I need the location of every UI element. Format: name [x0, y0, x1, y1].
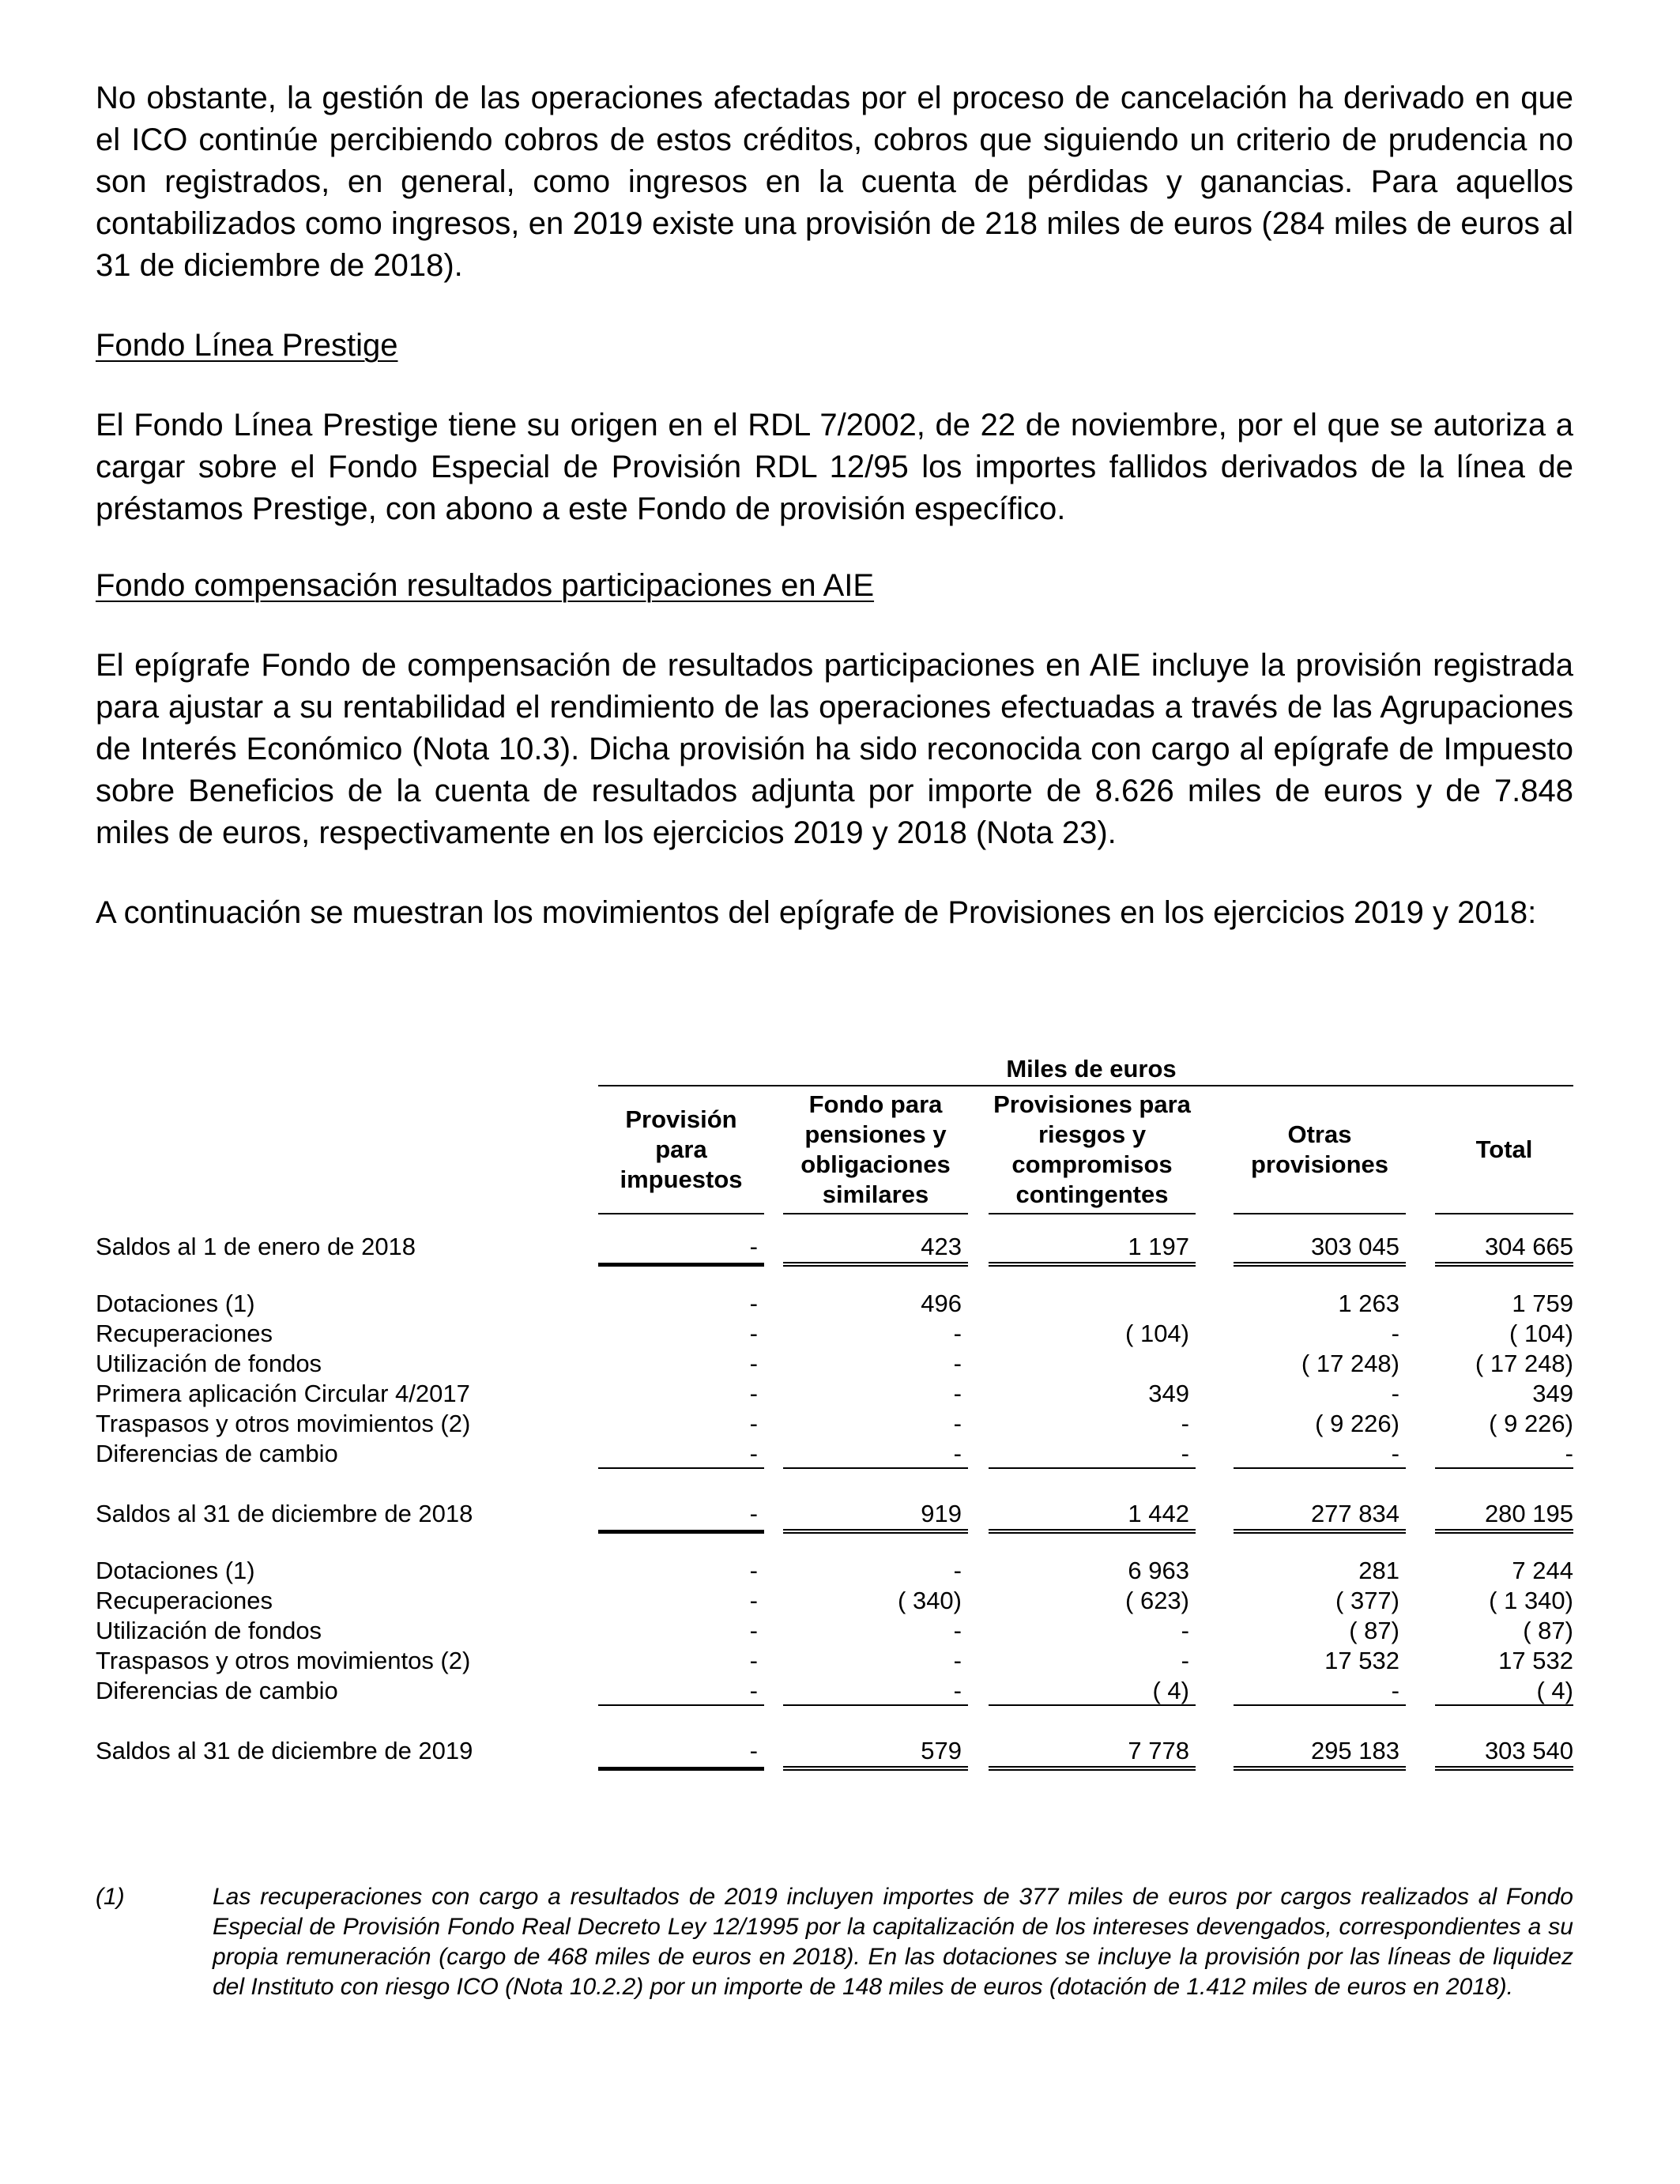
cell-total: 1 759: [1512, 1290, 1573, 1317]
cell-riesgos: ( 623): [1125, 1587, 1189, 1614]
paragraph-cancelacion: No obstante, la gestión de las operaciones afectadas por el proceso de cancelación ha derivado en que el ICO continúe percibiendo cobros de estos créditos, cobros que siguiendo un criterio de prudencia no son registrados, en general, como ingresos en la cuenta de pérdidas y ganancias. Para aquellos contabilizados como ingresos, en 2019 existe una provisión de 218 miles de euros (284 miles de euros al 31 de diciembre de 2018).: [96, 81, 1573, 283]
cell-otras: ( 377): [1335, 1587, 1399, 1614]
row-label: Traspasos y otros movimientos (2): [96, 1410, 471, 1437]
cell-impuestos: -: [749, 1647, 758, 1674]
cell-pensiones: -: [953, 1647, 962, 1674]
unit-label: Miles de euros: [1006, 1055, 1177, 1083]
cell-riesgos: 7 778: [989, 1736, 1196, 1771]
footnote-mark: (1): [96, 1884, 125, 1910]
cell-total: ( 17 248): [1475, 1350, 1573, 1377]
cell-total: 7 244: [1512, 1557, 1573, 1584]
cell-impuestos: -: [598, 1676, 764, 1706]
row-label: Recuperaciones: [96, 1320, 273, 1347]
cell-riesgos: -: [1181, 1617, 1189, 1644]
cell-total: 17 532: [1498, 1647, 1573, 1674]
table-row: [96, 1379, 1573, 1409]
table-unit-row: [96, 1055, 1573, 1086]
row-label: Utilización de fondos: [96, 1617, 322, 1644]
cell-total: ( 4): [1435, 1676, 1573, 1706]
cell-riesgos: [989, 1349, 1196, 1379]
cell-pensiones: 919: [783, 1499, 968, 1534]
table-row: [96, 1409, 1573, 1439]
cell-impuestos: -: [598, 1232, 764, 1267]
cell-otras: -: [1234, 1676, 1406, 1706]
table-row-saldo-final-2018: [96, 1499, 1573, 1529]
cell-impuestos: -: [749, 1350, 758, 1377]
cell-total: ( 104): [1509, 1320, 1573, 1347]
table-row: [96, 1556, 1573, 1586]
table-row: [96, 1439, 1573, 1469]
cell-otras: 281: [1358, 1557, 1399, 1584]
paragraph-fondo-prestige: El Fondo Línea Prestige tiene su origen en el RDL 7/2002, de 22 de noviembre, por el que se autoriza a cargar sobre el Fondo Especial de Provisión RDL 12/95 los importes fallidos derivados de la línea de préstamos Prestige, con abono a este Fondo de provisión específico.: [96, 408, 1573, 526]
row-label: Diferencias de cambio: [96, 1677, 338, 1704]
cell-riesgos: [989, 1289, 1196, 1319]
cell-impuestos: -: [749, 1557, 758, 1584]
cell-pensiones: -: [953, 1380, 962, 1407]
cell-otras: ( 9 226): [1315, 1410, 1399, 1437]
cell-impuestos: -: [749, 1587, 758, 1614]
cell-riesgos: 1 442: [989, 1499, 1196, 1534]
table-row-saldo-inicial-2018: [96, 1232, 1573, 1262]
row-label: Diferencias de cambio: [96, 1440, 338, 1467]
cell-impuestos: -: [598, 1736, 764, 1771]
cell-pensiones: -: [953, 1410, 962, 1437]
col-header-otras: Otras provisiones: [1234, 1086, 1406, 1214]
table-row-saldo-final-2019: [96, 1736, 1573, 1766]
table-row: [96, 1616, 1573, 1646]
cell-otras: 17 532: [1324, 1647, 1399, 1674]
table-row: [96, 1646, 1573, 1676]
cell-total: 280 195: [1435, 1499, 1573, 1534]
heading-fondo-compensacion: Fondo compensación resultados participaciones en AIE: [96, 568, 875, 603]
row-label: Utilización de fondos: [96, 1350, 322, 1377]
row-label: Dotaciones (1): [96, 1290, 255, 1317]
paragraph-fondo-compensacion: El epígrafe Fondo de compensación de resultados participaciones en AIE incluye la provisión registrada para ajustar a su rentabilidad el rendimiento de las operaciones efectuadas a través de las Agrupaciones de Interés Económico (Nota 10.3). Dicha provisión ha sido reconocida con cargo al epígrafe de Impuesto sobre Beneficios de la cuenta de resultados adjunta por importe de 8.626 miles de euros y de 7.848 miles de euros, respectivamente en los ejercicios 2019 y 2018 (Nota 23).: [96, 648, 1573, 850]
cell-otras: ( 87): [1349, 1617, 1399, 1644]
cell-pensiones: 496: [921, 1290, 962, 1317]
cell-pensiones: 423: [783, 1232, 968, 1267]
row-label: Saldos al 1 de enero de 2018: [96, 1233, 416, 1260]
cell-otras: 295 183: [1234, 1736, 1406, 1771]
cell-impuestos: -: [749, 1320, 758, 1347]
col-header-pensiones: Fondo para pensiones y obligaciones similares: [783, 1086, 968, 1214]
cell-total: 349: [1532, 1380, 1573, 1407]
cell-riesgos: ( 104): [1125, 1320, 1189, 1347]
footnote: [96, 1882, 1573, 2002]
cell-riesgos: ( 4): [989, 1676, 1196, 1706]
table-row: [96, 1289, 1573, 1319]
cell-otras: -: [1234, 1439, 1406, 1469]
row-label: Recuperaciones: [96, 1587, 273, 1614]
cell-pensiones: ( 340): [898, 1587, 962, 1614]
cell-total: ( 1 340): [1489, 1587, 1573, 1614]
cell-total: 303 540: [1435, 1736, 1573, 1771]
cell-impuestos: -: [598, 1499, 764, 1534]
cell-total: ( 87): [1523, 1617, 1573, 1644]
cell-total: 304 665: [1435, 1232, 1573, 1267]
col-header-impuestos: Provisión para impuestos: [598, 1086, 764, 1214]
cell-total: -: [1435, 1439, 1573, 1469]
cell-riesgos: 349: [1148, 1380, 1189, 1407]
cell-otras: -: [1391, 1380, 1399, 1407]
row-label: Dotaciones (1): [96, 1557, 255, 1584]
row-label: Primera aplicación Circular 4/2017: [96, 1380, 470, 1407]
table-row: [96, 1319, 1573, 1349]
row-label: Saldos al 31 de diciembre de 2018: [96, 1500, 473, 1527]
cell-pensiones: 579: [783, 1736, 968, 1771]
cell-impuestos: -: [749, 1380, 758, 1407]
cell-pensiones: -: [783, 1439, 968, 1469]
cell-impuestos: -: [749, 1410, 758, 1437]
row-label: Traspasos y otros movimientos (2): [96, 1647, 471, 1674]
body-text: [96, 77, 1573, 934]
cell-riesgos: 1 197: [989, 1232, 1196, 1267]
cell-pensiones: -: [953, 1557, 962, 1584]
cell-pensiones: -: [953, 1350, 962, 1377]
cell-impuestos: -: [598, 1439, 764, 1469]
paragraph-movimientos-intro: A continuación se muestran los movimientos del epígrafe de Provisiones en los ejercicios 2019 y 2018:: [96, 895, 1537, 930]
col-header-riesgos: Provisiones para riesgos y compromisos contingentes: [989, 1086, 1196, 1214]
heading-fondo-linea-prestige: Fondo Línea Prestige: [96, 328, 398, 363]
col-header-total: Total: [1435, 1086, 1573, 1214]
cell-riesgos: -: [1181, 1647, 1189, 1674]
table-header-row: [96, 1086, 1573, 1221]
cell-otras: 277 834: [1234, 1499, 1406, 1534]
cell-otras: 303 045: [1234, 1232, 1406, 1267]
provisions-table: [96, 1055, 1573, 1766]
cell-pensiones: -: [783, 1676, 968, 1706]
cell-riesgos: 6 963: [1128, 1557, 1189, 1584]
cell-otras: 1 263: [1338, 1290, 1399, 1317]
cell-otras: ( 17 248): [1301, 1350, 1399, 1377]
cell-impuestos: -: [749, 1617, 758, 1644]
cell-riesgos: -: [989, 1439, 1196, 1469]
cell-impuestos: -: [749, 1290, 758, 1317]
table-row: [96, 1349, 1573, 1379]
cell-pensiones: -: [953, 1617, 962, 1644]
row-label: Saldos al 31 de diciembre de 2019: [96, 1737, 473, 1764]
footnote-text: Las recuperaciones con cargo a resultados de 2019 incluyen importes de 377 miles de euros por cargos realizados al Fondo Especial de Provisión Fondo Real Decreto Ley 12/1995 por la capitalización de los intereses devengados, correspondientes a su propia remuneración (cargo de 468 miles de euros en 2018). En las dotaciones se incluye la provisión por las líneas de liquidez del Instituto con riesgo ICO (Nota 10.2.2) por un importe de 148 miles de euros (dotación de 1.412 miles de euros en 2018).: [213, 1884, 1573, 2000]
cell-total: ( 9 226): [1489, 1410, 1573, 1437]
cell-otras: -: [1391, 1320, 1399, 1347]
table-row: [96, 1676, 1573, 1706]
cell-pensiones: -: [953, 1320, 962, 1347]
cell-riesgos: -: [1181, 1410, 1189, 1437]
table-row: [96, 1586, 1573, 1616]
